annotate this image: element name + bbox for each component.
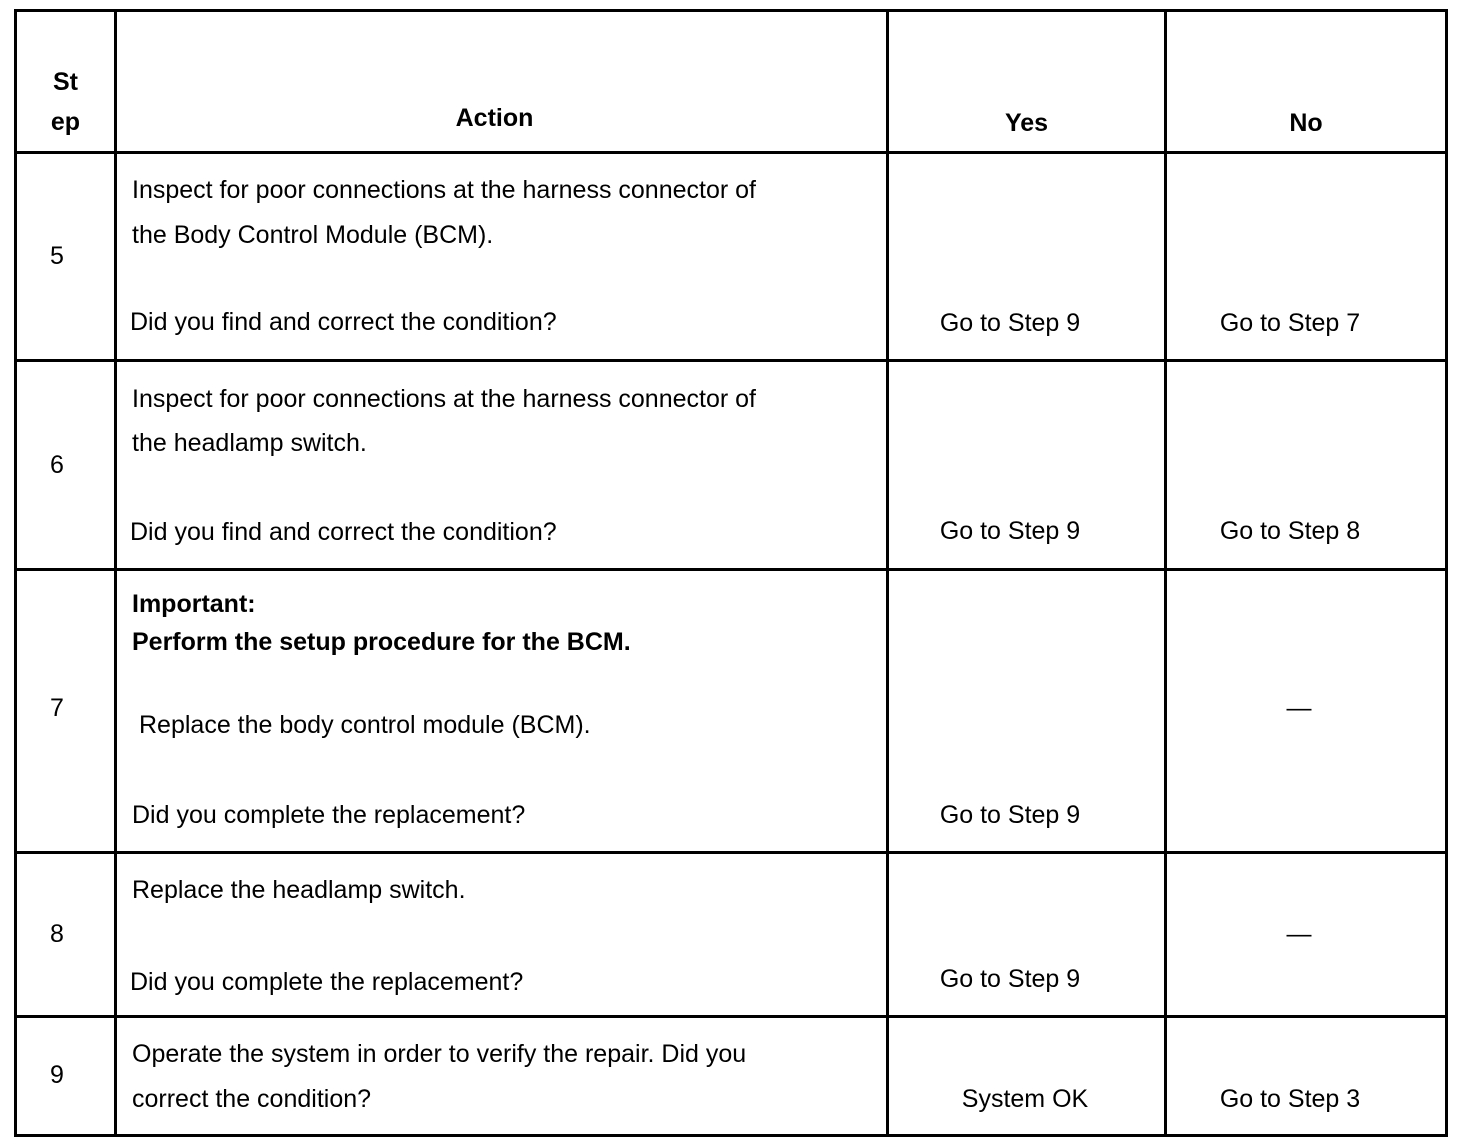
action-question: Did you complete the replacement? [130, 968, 524, 996]
header-no: No [1289, 109, 1323, 137]
action-text: correct the condition? [132, 1085, 372, 1113]
action-question: Did you find and correct the condition? [130, 308, 557, 336]
diagnostic-table [14, 9, 1448, 1137]
important-label: Important: [132, 590, 256, 618]
yes-outcome: Go to Step 9 [939, 801, 1081, 829]
no-outcome: — [1286, 694, 1312, 722]
row-divider [14, 1015, 1448, 1018]
table-border-top [14, 9, 1448, 12]
row-divider [14, 568, 1448, 571]
step-number: 6 [50, 451, 64, 479]
step-number: 7 [50, 694, 64, 722]
table-border-left [14, 9, 17, 1137]
row-divider [14, 851, 1448, 854]
step-number: 5 [50, 242, 64, 270]
no-outcome: Go to Step 3 [1219, 1085, 1361, 1113]
yes-outcome: Go to Step 9 [939, 517, 1081, 545]
action-text: the Body Control Module (BCM). [132, 221, 494, 249]
yes-outcome: Go to Step 9 [939, 965, 1081, 993]
header-step-line1: St [53, 68, 78, 96]
no-outcome: Go to Step 7 [1219, 309, 1361, 337]
table-border-right [1445, 9, 1448, 1137]
important-text: Perform the setup procedure for the BCM. [132, 628, 631, 656]
header-action: Action [455, 104, 534, 132]
row-divider [14, 359, 1448, 362]
action-text: Inspect for poor connections at the harness connector of [132, 385, 756, 413]
action-question: Did you complete the replacement? [132, 801, 526, 829]
action-text: Replace the body control module (BCM). [139, 711, 591, 739]
action-text: Operate the system in order to verify the repair. Did you [132, 1040, 747, 1068]
action-text: Inspect for poor connections at the harness connector of [132, 176, 756, 204]
step-number: 9 [50, 1061, 64, 1089]
yes-outcome: Go to Step 9 [939, 309, 1081, 337]
no-outcome: — [1286, 920, 1312, 948]
yes-outcome: System OK [961, 1085, 1089, 1113]
header-yes: Yes [1004, 109, 1049, 137]
action-text: the headlamp switch. [132, 429, 367, 457]
header-divider [14, 151, 1448, 154]
header-step [17, 67, 114, 137]
column-divider [1164, 9, 1167, 1137]
column-divider [114, 9, 117, 1137]
table-border-bottom [14, 1134, 1448, 1137]
no-outcome: Go to Step 8 [1219, 517, 1361, 545]
header-step-line2: ep [50, 108, 81, 136]
action-question: Did you find and correct the condition? [130, 518, 557, 546]
step-number: 8 [50, 920, 64, 948]
action-text: Replace the headlamp switch. [132, 876, 466, 904]
